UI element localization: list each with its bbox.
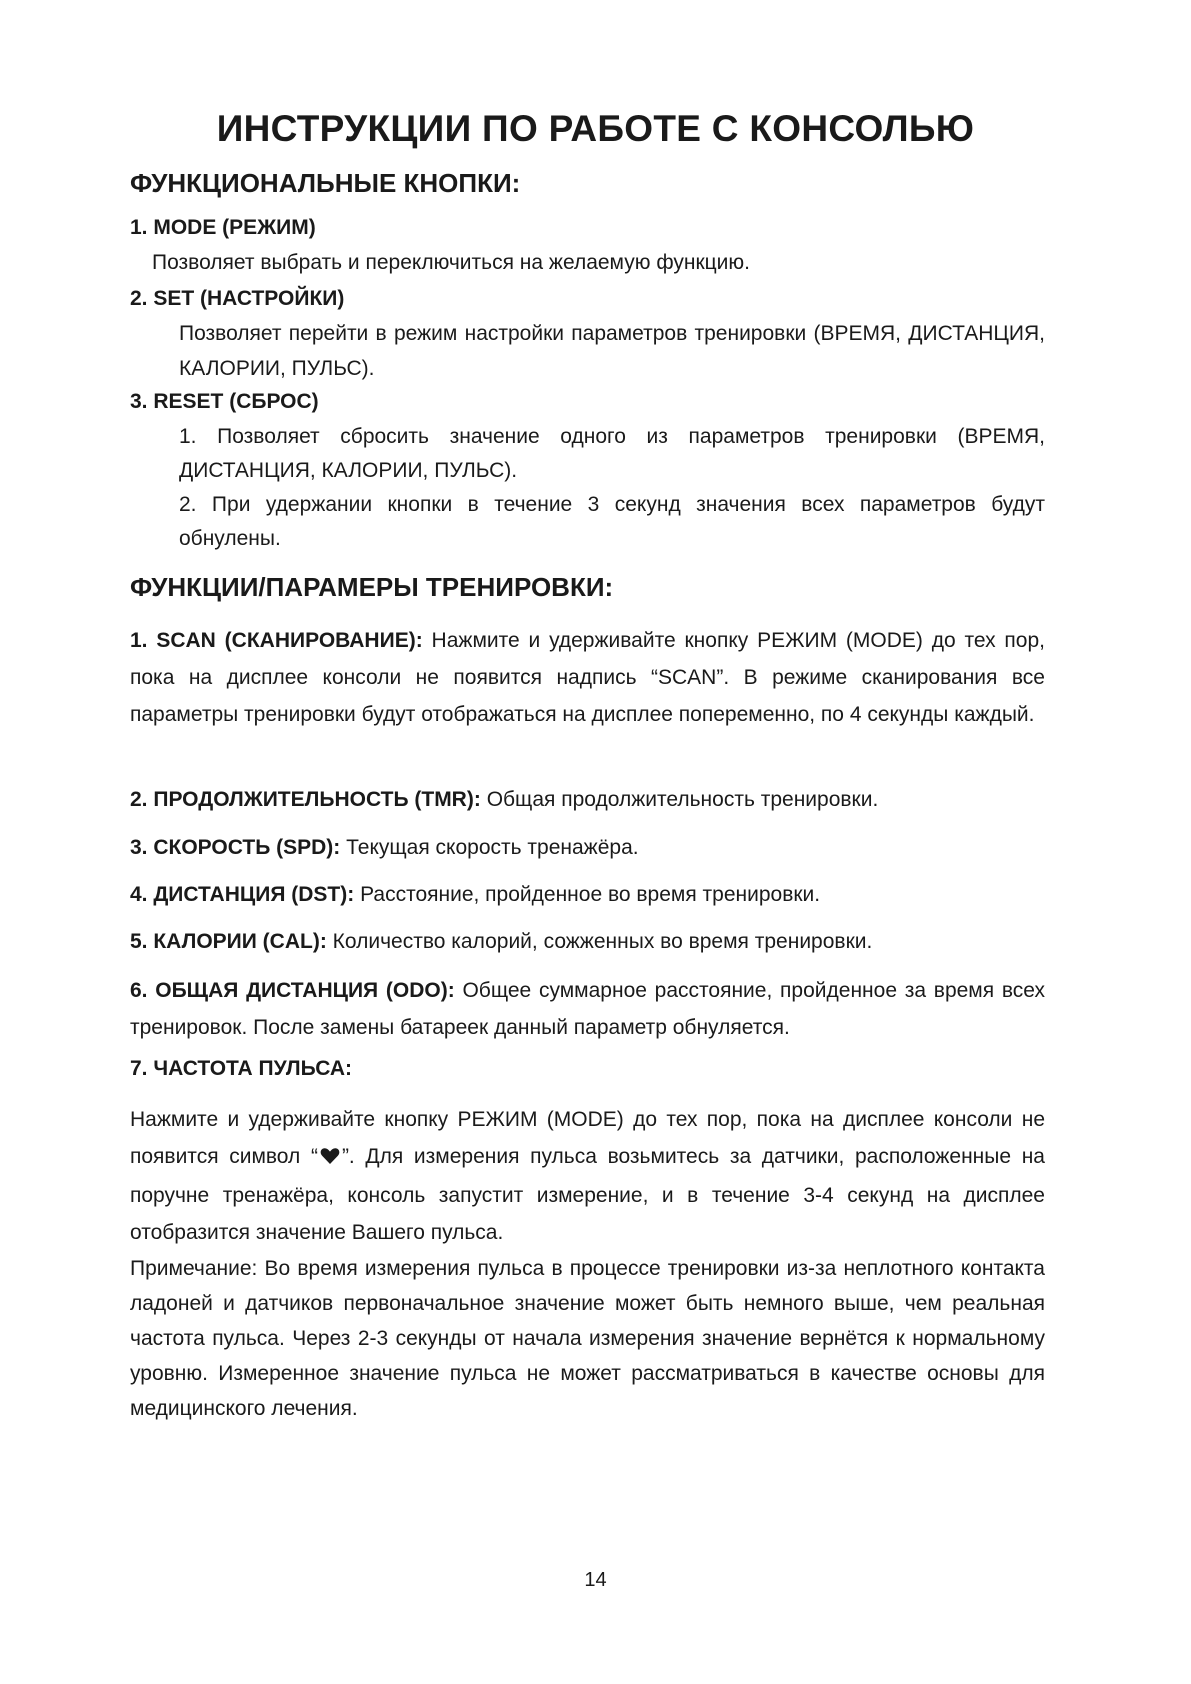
heart-icon [320,1140,340,1177]
pulse-description [130,1101,1045,1251]
cal-label: 5. КАЛОРИИ (CAL): [130,930,327,953]
mode-button-label: 1. MODE (РЕЖИМ) [130,216,316,239]
reset-button-item-1: 1. Позволяет сбросить значение одного из параметров тренировки (ВРЕМЯ, ДИСТАНЦИЯ, КАЛОРИИ, ПУЛЬС). [179,425,1045,482]
odo-description: Общее суммарное расстояние, пройденное за время всех тренировок. После замены батареек данный параметр обнуляется. [130,979,1045,1039]
pulse-note: Примечание: Во время измерения пульса в процессе тренировки из-за неплотного контакта ладоней и датчиков первоначальное значение может быть немного выше, чем реальная частота пульса. Через 2-3 секунды от начала измерения значение вернётся к нормальному уровню. Измеренное значение пульса не может рассматриваться в качестве основы для медицинского лечения. [130,1257,1045,1420]
pulse-text-a: Нажмите и удерживайте кнопку РЕЖИМ (MODE) до тех пор, пока на дисплее консоли не появится символ “ [130,1108,1045,1168]
scan-function [130,622,1045,733]
cal-description: Количество калорий, сожженных во время тренировки. [332,930,873,953]
scan-description: Нажмите и удерживайте кнопку РЕЖИМ (MODE) до тех пор, пока на дисплее консоли не появится надпись “SCAN”. В режиме сканирования все параметры тренировки будут отображаться на дисплее попеременно, по 4 секунды каждый. [130,629,1045,726]
section-heading-functions: ФУНКЦИИ/ПАРАМЕРЫ ТРЕНИРОВКИ: [130,572,614,602]
scan-label: 1. SCAN (СКАНИРОВАНИЕ): [130,629,423,652]
pulse-label: 7. ЧАСТОТА ПУЛЬСА: [130,1057,352,1080]
mode-button-description: Позволяет выбрать и переключиться на желаемую функцию. [152,251,750,274]
reset-button-item-2: 2. При удержании кнопки в течение 3 секунд значения всех параметров будут обнулены. [179,493,1045,550]
dst-label: 4. ДИСТАНЦИЯ (DST): [130,883,355,906]
pulse-text-b: ”. Для измерения пульса возьмитесь за датчики, расположенные на поручне тренажёра, консоль запустит измерение, и в течение 3-4 секунд на дисплее отобразится значение Вашего пульса. [130,1145,1045,1244]
page-title: ИНСТРУКЦИИ ПО РАБОТЕ С КОНСОЛЬЮ [216,108,975,149]
spd-description: Текущая скорость тренажёра. [346,836,639,859]
dst-description: Расстояние, пройденное во время тренировки. [360,883,821,906]
odo-label: 6. ОБЩАЯ ДИСТАНЦИЯ (ODO): [130,979,455,1002]
tmr-label: 2. ПРОДОЛЖИТЕЛЬНОСТЬ (TMR): [130,788,481,811]
odo-function [130,972,1045,1046]
tmr-description: Общая продолжительность тренировки. [486,788,879,811]
dst-function [130,877,1045,913]
spd-function [130,830,1045,866]
cal-function [130,924,1045,960]
set-button-description: Позволяет перейти в режим настройки параметров тренировки (ВРЕМЯ, ДИСТАНЦИЯ, КАЛОРИИ, ПУЛЬС). [179,322,1045,380]
reset-button-label: 3. RESET (СБРОС) [130,390,319,413]
spd-label: 3. СКОРОСТЬ (SPD): [130,836,341,859]
section-heading-buttons: ФУНКЦИОНАЛЬНЫЕ КНОПКИ: [130,168,521,198]
page-number: 14 [584,1569,607,1591]
set-button-label: 2. SET (НАСТРОЙКИ) [130,287,345,310]
tmr-function [130,782,1045,818]
